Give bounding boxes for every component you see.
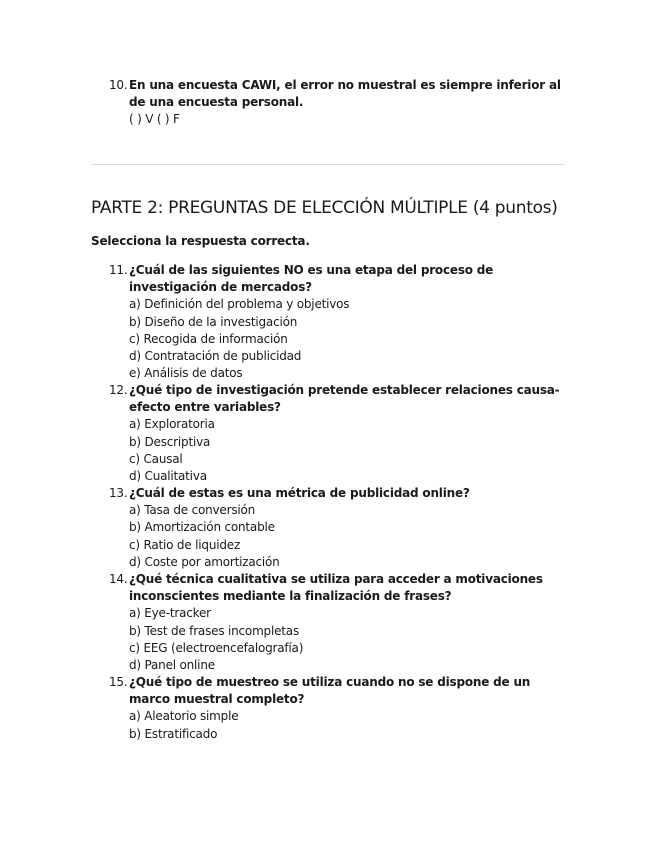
- answer-option: a) Eye-tracker: [129, 606, 211, 621]
- answer-option: c) Causal: [129, 451, 183, 466]
- answer-option: d) Contratación de publicidad: [129, 349, 302, 364]
- answer-option: b) Amortización contable: [129, 520, 275, 535]
- question-number: 13.: [109, 486, 128, 500]
- question-10: [109, 77, 569, 129]
- answer-option: b) Descriptiva: [129, 434, 211, 449]
- answer-option: e) Análisis de datos: [129, 366, 243, 381]
- true-false-options: ( ) V ( ) F: [129, 112, 180, 127]
- question-stem: ¿Qué tipo de muestreo se utiliza cuando no se dispone de un marco muestral completo?: [129, 675, 531, 707]
- answer-option: d) Coste por amortización: [129, 554, 280, 569]
- question-stem: ¿Cuál de estas es una métrica de publicidad online?: [129, 486, 470, 500]
- question-stem: ¿Qué tipo de investigación pretende establecer relaciones causa-efecto entre variables?: [129, 383, 560, 415]
- question-12: [109, 382, 569, 485]
- section-instruction: Selecciona la respuesta correcta.: [91, 234, 310, 248]
- question-stem: ¿Qué técnica cualitativa se utiliza para acceder a motivaciones inconscientes mediante la finalización de frases?: [129, 572, 543, 604]
- question-number: 11.: [109, 263, 128, 277]
- question-number: 10.: [109, 78, 128, 92]
- question-number: 14.: [109, 572, 128, 586]
- question-number: 12.: [109, 383, 128, 397]
- section-divider: [91, 164, 565, 165]
- answer-option: a) Aleatorio simple: [129, 709, 239, 724]
- answer-option: b) Estratificado: [129, 726, 218, 741]
- answer-option: c) Ratio de liquidez: [129, 537, 241, 552]
- question-stem: En una encuesta CAWI, el error no muestral es siempre inferior al de una encuesta personal.: [129, 78, 561, 110]
- section-title: PARTE 2: PREGUNTAS DE ELECCIÓN MÚLTIPLE (4 puntos): [91, 198, 558, 218]
- question-number: 15.: [109, 675, 128, 689]
- answer-option: a) Definición del problema y objetivos: [129, 297, 350, 312]
- answer-option: a) Tasa de conversión: [129, 503, 256, 518]
- answer-option: d) Panel online: [129, 658, 215, 673]
- answer-option: b) Test de frases incompletas: [129, 623, 299, 638]
- question-stem: ¿Cuál de las siguientes NO es una etapa del proceso de investigación de mercados?: [129, 263, 494, 295]
- answer-option: b) Diseño de la investigación: [129, 314, 298, 329]
- answer-option: a) Exploratoria: [129, 417, 215, 432]
- question-15: [109, 674, 569, 743]
- question-11: [109, 262, 569, 382]
- question-13: [109, 485, 569, 571]
- answer-option: d) Cualitativa: [129, 469, 207, 484]
- answer-option: c) Recogida de información: [129, 331, 288, 346]
- question-14: [109, 571, 569, 674]
- answer-option: c) EEG (electroencefalografía): [129, 640, 304, 655]
